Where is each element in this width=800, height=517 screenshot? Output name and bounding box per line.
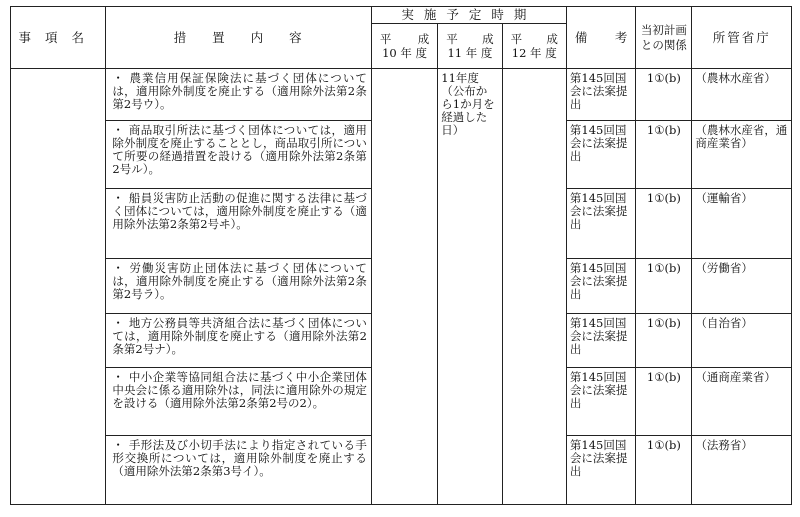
fy11-cell: 11年度（公布から1か月を経過した日） (438, 69, 502, 505)
measure-cell: ・ 船員災害防止活動の促進に関する法律に基づく団体については，適用除外制度を廃止する（適用除外法第2条第2号ヰ）。 (106, 189, 372, 259)
header-remarks: 備 考 (566, 7, 635, 69)
relation-cell: 1①(b) (636, 368, 692, 436)
header-fy11: 平 成 11 年 度 (438, 24, 502, 69)
table-row (11, 69, 792, 121)
fy10-cell (371, 69, 437, 505)
relation-cell: 1①(b) (636, 69, 692, 121)
measures-table (10, 6, 792, 505)
ministry-cell: （農林水産省，通商産業省） (692, 121, 792, 189)
header-measures: 措 置 内 容 (106, 7, 372, 69)
ministry-cell: （自治省） (692, 314, 792, 368)
ministry-cell: （農林水産省） (692, 69, 792, 121)
fy12-cell (502, 69, 566, 505)
ministry-cell: （法務省） (692, 436, 792, 505)
measure-cell: ・ 商品取引所法に基づく団体については，適用除外制度を廃止することとし，商品取引所について所要の経過措置を設ける（適用除外法第2条第2号ル）。 (106, 121, 372, 189)
item-name-cell (11, 69, 106, 505)
header-fy12: 平 成 12 年 度 (502, 24, 566, 69)
relation-cell: 1①(b) (636, 259, 692, 314)
measure-cell: ・ 中小企業等協同組合法に基づく中小企業団体中央会に係る適用除外は，同法に適用除外の規定を設ける（適用除外法第2条第2号の2）。 (106, 368, 372, 436)
header-relation: 当初計画 との関係 (636, 7, 692, 69)
remarks-cell: 第145回国会に法案提出 (566, 436, 635, 505)
remarks-cell: 第145回国会に法案提出 (566, 189, 635, 259)
ministry-cell: （運輸省） (692, 189, 792, 259)
header-schedule: 実施予定時期 (371, 7, 566, 24)
remarks-cell: 第145回国会に法案提出 (566, 69, 635, 121)
header-ministry: 所管省庁 (692, 7, 792, 69)
remarks-cell: 第145回国会に法案提出 (566, 259, 635, 314)
measure-cell: ・ 地方公務員等共済組合法に基づく団体については，適用除外制度を廃止する（適用除外法第2条第2号ナ）。 (106, 314, 372, 368)
measure-cell: ・ 労働災害防止団体法に基づく団体については，適用除外制度を廃止する（適用除外法第2条第2号ラ）。 (106, 259, 372, 314)
relation-cell: 1①(b) (636, 436, 692, 505)
header-fy10: 平 成 10 年 度 (371, 24, 437, 69)
ministry-cell: （通商産業省） (692, 368, 792, 436)
remarks-cell: 第145回国会に法案提出 (566, 368, 635, 436)
header-item-name: 事項名 (11, 7, 106, 69)
remarks-cell: 第145回国会に法案提出 (566, 314, 635, 368)
measure-cell: ・ 農業信用保証保険法に基づく団体については，適用除外制度を廃止する（適用除外法第2条第2号ウ）。 (106, 69, 372, 121)
relation-cell: 1①(b) (636, 189, 692, 259)
relation-cell: 1①(b) (636, 314, 692, 368)
relation-cell: 1①(b) (636, 121, 692, 189)
remarks-cell: 第145回国会に法案提出 (566, 121, 635, 189)
ministry-cell: （労働省） (692, 259, 792, 314)
measure-cell: ・ 手形法及び小切手法により指定されている手形交換所については，適用除外制度を廃止する（適用除外法第2条第3号イ）。 (106, 436, 372, 505)
